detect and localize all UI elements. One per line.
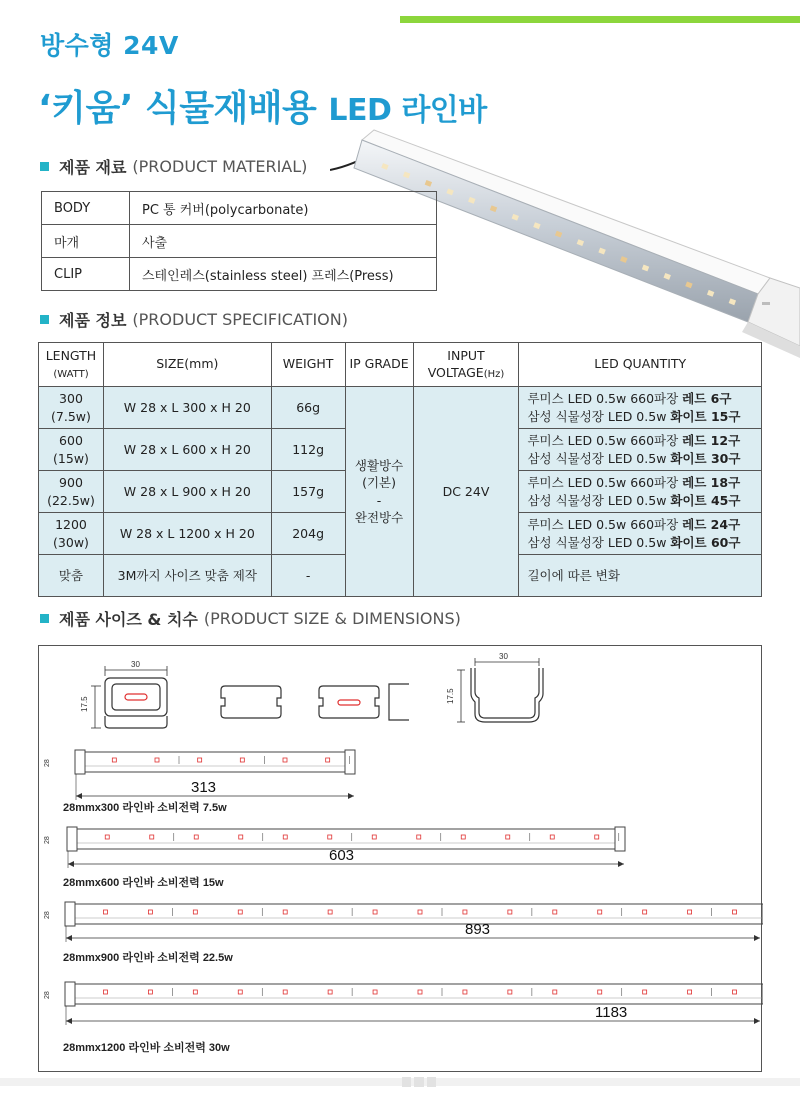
led-marker	[283, 835, 287, 839]
bar-length-label: 893	[465, 921, 491, 938]
cell-length	[39, 387, 104, 429]
led-marker	[506, 835, 510, 839]
section-bullet-icon	[40, 162, 49, 171]
arrow-head	[66, 1018, 72, 1024]
led-text: 루미스 LED 0.5w 660파장	[527, 391, 683, 406]
led-marker	[148, 990, 152, 994]
table-header-row	[39, 343, 762, 387]
bar-drawing	[44, 750, 355, 814]
col-weight: WEIGHT	[271, 343, 345, 387]
title-main: ‘키움’ 식물재배용	[38, 88, 329, 129]
cell-led: 길이에 따른 변화	[519, 555, 762, 597]
led-marker	[463, 990, 467, 994]
led-marker	[463, 910, 467, 914]
watt-value: (15w)	[53, 450, 89, 466]
arrow-head	[76, 793, 82, 799]
cell-weight: 112g	[271, 429, 345, 471]
cell-size: W 28 x L 900 x H 20	[103, 471, 271, 513]
bar-drawing	[44, 982, 763, 1054]
led-marker	[239, 835, 243, 839]
col-ip: IP GRADE	[345, 343, 413, 387]
led-marker	[193, 990, 197, 994]
led-bold: 레드 18구	[682, 475, 741, 490]
end-cap	[65, 902, 75, 926]
led-marker	[238, 990, 242, 994]
cell-size: 3M까지 사이즈 맞춤 제작	[103, 555, 271, 597]
profile-width-label: 30	[131, 660, 140, 669]
dimensions-drawing	[38, 645, 762, 1072]
section-width-label: 30	[499, 652, 508, 661]
cell-size: W 28 x L 300 x H 20	[103, 387, 271, 429]
bottom-decoration	[402, 1077, 436, 1087]
material-value: 스테인레스(stainless steel) 프레스(Press)	[130, 258, 437, 291]
bar-caption: 28mmx600 라인바 소비전력 15w	[63, 877, 224, 889]
led-marker	[198, 758, 202, 762]
profile-cross-section	[457, 658, 543, 722]
col-input-label: INPUT	[447, 347, 485, 363]
cell-weight: 66g	[271, 387, 345, 429]
cell-led	[519, 429, 762, 471]
led-marker	[328, 910, 332, 914]
profile-cover-view	[319, 684, 409, 720]
led-bold: 화이트 60구	[670, 534, 741, 550]
col-length-label: LENGTH	[45, 347, 97, 363]
led-marker	[553, 910, 557, 914]
bar-height-label: 28	[44, 759, 51, 767]
bottom-accent-bar	[0, 1078, 800, 1086]
bar-caption: 28mmx1200 라인바 소비전력 30w	[63, 1042, 230, 1054]
cell-weight: 204g	[271, 513, 345, 555]
material-key: CLIP	[42, 258, 130, 291]
led-marker	[418, 990, 422, 994]
section-bullet-icon	[40, 315, 49, 324]
length-value: 300	[59, 391, 83, 406]
led-bold: 레드 12구	[682, 433, 741, 448]
arrow-head	[754, 1018, 760, 1024]
arrow-head	[68, 861, 74, 867]
spec-heading-ko: 제품 정보	[59, 311, 127, 330]
led-marker	[112, 758, 116, 762]
cell-weight: -	[271, 555, 345, 597]
cell-length	[39, 429, 104, 471]
bar-outline	[75, 752, 355, 772]
top-accent-bar	[400, 16, 800, 23]
cell-led	[519, 513, 762, 555]
led-marker	[373, 910, 377, 914]
led-marker	[240, 758, 244, 762]
bar-height-label: 28	[44, 991, 51, 999]
arrow-head	[754, 935, 760, 941]
table-row	[39, 387, 762, 429]
led-marker	[733, 990, 737, 994]
bar-drawing	[44, 902, 763, 964]
led-marker	[103, 990, 107, 994]
profile-height-label: 17.5	[80, 696, 89, 712]
cell-length	[39, 513, 104, 555]
material-value: PC 통 커버(polycarbonate)	[130, 192, 437, 225]
ip-line: 생활방수	[354, 457, 404, 473]
bar-outline	[65, 984, 763, 1004]
spec-heading-en: (PRODUCT SPECIFICATION)	[132, 310, 348, 329]
dimensions-svg	[39, 646, 763, 1073]
bar-caption: 28mmx300 라인바 소비전력 7.5w	[63, 802, 227, 814]
led-marker	[155, 758, 159, 762]
led-bold: 레드 6구	[682, 391, 732, 406]
col-size: SIZE(mm)	[103, 343, 271, 387]
profile-body-view	[221, 686, 281, 718]
led-bold: 화이트 30구	[670, 450, 741, 466]
led-bold: 레드 24구	[682, 517, 741, 532]
cell-weight: 157g	[271, 471, 345, 513]
cell-led	[519, 471, 762, 513]
dimensions-heading-ko: 제품 사이즈 & 치수	[59, 610, 198, 629]
dimensions-heading-en: (PRODUCT SIZE & DIMENSIONS)	[203, 609, 461, 628]
led-marker	[283, 990, 287, 994]
title-led: LED 라인바	[328, 93, 487, 128]
section-bullet-icon	[40, 614, 49, 623]
led-marker	[328, 835, 332, 839]
arrow-head	[618, 861, 624, 867]
end-cap	[75, 750, 85, 774]
material-value: 사출	[130, 225, 437, 258]
page-subtitle: 방수형 24V	[40, 31, 179, 60]
led-marker	[105, 835, 109, 839]
bar-height-label: 28	[44, 836, 51, 844]
led-marker	[595, 835, 599, 839]
arrow-head	[66, 935, 72, 941]
table-row	[42, 225, 437, 258]
led-text: 삼성 식물성장 LED 0.5w	[527, 408, 671, 424]
led-marker	[643, 990, 647, 994]
led-marker	[283, 910, 287, 914]
length-value: 900	[59, 475, 83, 490]
led-marker	[373, 990, 377, 994]
end-cap	[615, 827, 625, 851]
led-marker	[328, 990, 332, 994]
led-text: 루미스 LED 0.5w 660파장	[527, 433, 683, 448]
led-marker	[418, 910, 422, 914]
length-value: 1200	[55, 517, 87, 532]
bar-height-label: 28	[44, 911, 51, 919]
material-heading	[40, 155, 307, 178]
material-key: 마개	[42, 225, 130, 258]
led-marker	[417, 835, 421, 839]
watt-value: (30w)	[53, 534, 89, 550]
end-cap	[345, 750, 355, 774]
led-marker	[598, 990, 602, 994]
ip-line: 완전방수	[354, 510, 404, 525]
bar-length-label: 603	[329, 847, 355, 864]
led-marker	[688, 910, 692, 914]
bar-length-label: 313	[191, 779, 217, 796]
led-marker	[461, 835, 465, 839]
bar-length-label: 1183	[595, 1004, 628, 1021]
col-led: LED QUANTITY	[519, 343, 762, 387]
led-bold: 화이트 45구	[670, 492, 741, 508]
section-height-label: 17.5	[446, 688, 455, 704]
led-marker	[553, 990, 557, 994]
watt-value: (22.5w)	[47, 492, 95, 508]
material-heading-en: (PRODUCT MATERIAL)	[132, 157, 308, 176]
cell-size: W 28 x L 600 x H 20	[103, 429, 271, 471]
arrow-head	[348, 793, 354, 799]
led-marker	[508, 990, 512, 994]
bar-caption: 28mmx900 라인바 소비전력 22.5w	[63, 952, 233, 964]
led-marker	[103, 910, 107, 914]
ip-line: (기본)	[362, 475, 397, 490]
led-marker	[688, 990, 692, 994]
col-length	[39, 343, 104, 387]
cell-led	[519, 387, 762, 429]
led-bold: 화이트 15구	[670, 408, 741, 424]
led-marker	[643, 910, 647, 914]
led-marker	[598, 910, 602, 914]
led-marker	[372, 835, 376, 839]
material-table	[41, 191, 437, 291]
cell-ip-grade	[345, 387, 413, 597]
cell-length	[39, 471, 104, 513]
led-marker	[733, 910, 737, 914]
watt-value: (7.5w)	[51, 408, 91, 424]
col-voltage-unit: (Hz)	[483, 368, 505, 380]
led-text: 삼성 식물성장 LED 0.5w	[527, 450, 671, 466]
cell-voltage: DC 24V	[413, 387, 519, 597]
led-marker	[193, 910, 197, 914]
led-text: 삼성 식물성장 LED 0.5w	[527, 534, 671, 550]
length-value: 600	[59, 433, 83, 448]
led-marker	[148, 910, 152, 914]
table-row	[42, 258, 437, 291]
ip-line: -	[376, 492, 382, 508]
table-row	[42, 192, 437, 225]
bar-outline	[65, 904, 763, 924]
end-cap	[67, 827, 77, 851]
col-voltage	[413, 343, 519, 387]
profile-front-view	[91, 666, 167, 728]
led-marker	[508, 910, 512, 914]
cell-size: W 28 x L 1200 x H 20	[103, 513, 271, 555]
dimensions-heading	[40, 607, 461, 630]
end-cap	[65, 982, 75, 1006]
col-voltage-label: VOLTAGE	[427, 364, 484, 380]
spec-heading	[40, 308, 348, 331]
material-heading-ko: 제품 재료	[59, 158, 127, 177]
led-marker	[194, 835, 198, 839]
led-marker	[550, 835, 554, 839]
led-text: 루미스 LED 0.5w 660파장	[527, 475, 683, 490]
led-text: 삼성 식물성장 LED 0.5w	[527, 492, 671, 508]
led-marker	[326, 758, 330, 762]
col-length-unit: (WATT)	[53, 368, 89, 380]
led-text: 루미스 LED 0.5w 660파장	[527, 517, 683, 532]
spec-table	[38, 342, 762, 597]
led-marker	[150, 835, 154, 839]
cell-length: 맞춤	[39, 555, 104, 597]
bar-drawing	[44, 827, 625, 889]
led-marker	[283, 758, 287, 762]
led-marker	[238, 910, 242, 914]
material-key: BODY	[42, 192, 130, 225]
